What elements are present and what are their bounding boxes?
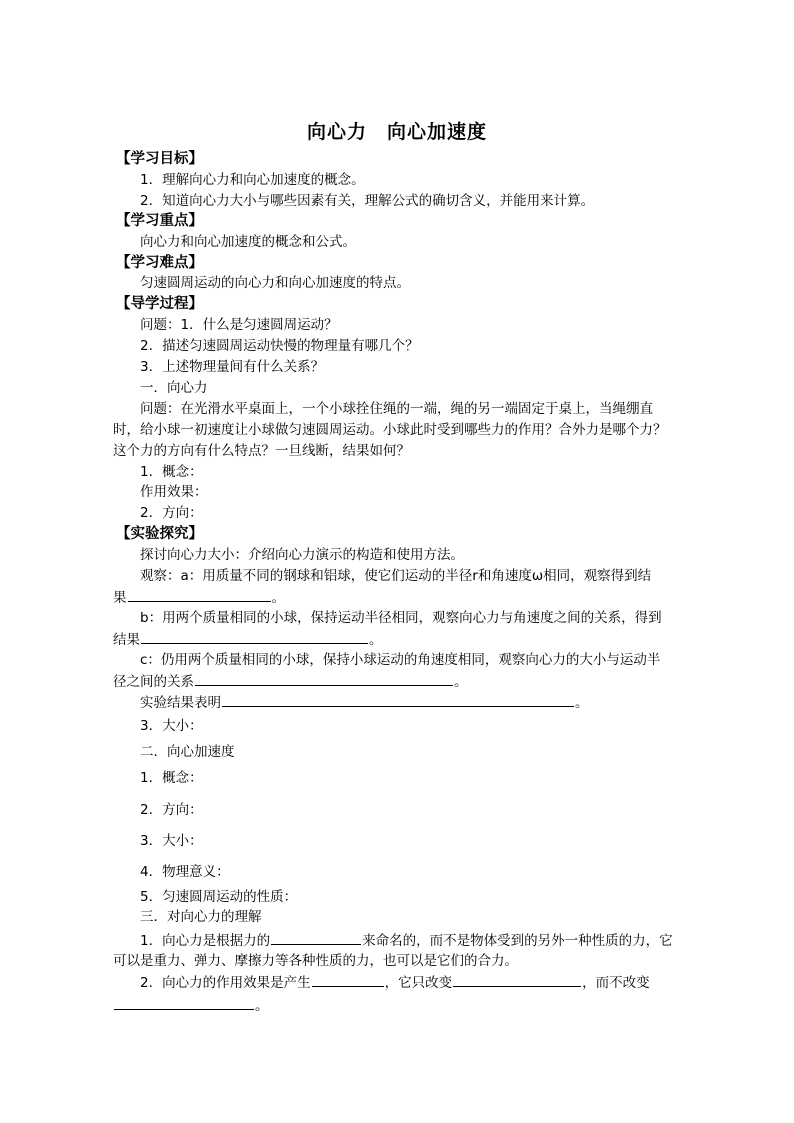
observation-c-result	[113, 671, 468, 692]
observation-c-line: c：仍用两个质量相同的小球，保持小球运动的角速度相同，观察向心力的大小与运动半	[140, 652, 661, 668]
observation-a-line: 观察：a：用质量不同的钢球和铝球，使它们运动的半径r和角速度ω相同，观察得到结	[140, 568, 652, 584]
understanding-line-4	[113, 995, 269, 1016]
goal-item: 1．理解向心力和向心加速度的概念。	[140, 172, 365, 188]
experiment-intro: 探讨向心力大小：介绍向心力演示的构造和使用方法。	[140, 547, 464, 563]
concept-label: 1．概念：	[140, 464, 203, 480]
accel-item: 1．概念：	[140, 770, 203, 786]
observation-b-line: b：用两个质量相同的小球，保持运动半径相同，观察向心力与角速度之间的关系，得到	[140, 610, 662, 626]
accel-item: 4．物理意义：	[140, 864, 230, 880]
question-2: 2．描述匀速圆周运动快慢的物理量有哪几个？	[140, 338, 419, 354]
effect-label: 作用效果：	[140, 484, 208, 500]
direction-label: 2．方向：	[140, 505, 203, 521]
period-mark: 。	[454, 674, 468, 690]
subsection-centripetal-force: 一．向心力	[140, 380, 208, 396]
answer-blank[interactable]	[312, 972, 384, 987]
understanding-line-3	[140, 972, 650, 993]
key-heading: 【学习重点】	[116, 213, 203, 229]
question-3: 3．上述物理量间有什么关系？	[140, 359, 325, 375]
paragraph-line: 这个力的方向有什么特点？一旦线断，结果如何？	[113, 443, 410, 459]
answer-blank[interactable]	[271, 930, 361, 945]
accel-item: 3．大小：	[140, 833, 203, 849]
subsection-understanding: 三．对向心力的理解	[140, 909, 262, 925]
period-mark: 。	[271, 590, 285, 606]
key-text: 向心力和向心加速度的概念和公式。	[140, 234, 356, 250]
process-heading: 【导学过程】	[116, 296, 203, 312]
experiment-result-prefix: 实验结果表明	[140, 695, 221, 711]
period-mark: 。	[369, 632, 383, 648]
understanding-line-2: 可以是重力、弹力、摩擦力等各种性质的力，也可以是它们的合力。	[113, 953, 518, 969]
period-mark: 。	[255, 998, 269, 1014]
period-mark: 。	[575, 695, 589, 711]
paragraph-line: 时，给小球一初速度让小球做匀速圆周运动。小球此时受到哪些力的作用？合外力是哪个力？	[113, 422, 667, 438]
answer-blank[interactable]	[141, 629, 368, 644]
experiment-result	[140, 692, 589, 713]
accel-item: 2．方向：	[140, 802, 203, 818]
difficult-heading: 【学习难点】	[116, 255, 203, 271]
line-3-suffix: ，而不改变	[582, 975, 650, 991]
answer-blank[interactable]	[114, 995, 254, 1010]
line-3-middle: ，它只改变	[384, 975, 453, 991]
line-3-prefix: 2．向心力的作用效果是产生	[140, 975, 311, 991]
observation-c-prefix: 径之间的关系	[113, 674, 194, 690]
answer-blank[interactable]	[222, 692, 574, 707]
question-1: 问题：1．什么是匀速圆周运动？	[140, 317, 338, 333]
answer-blank[interactable]	[195, 671, 453, 686]
accel-item: 5．匀速圆周运动的性质：	[140, 889, 298, 905]
page-title: 向心力 向心加速度	[306, 121, 487, 143]
goal-item: 2．知道向心力大小与哪些因素有关，理解公式的确切含义，并能用来计算。	[140, 193, 595, 209]
line-1-prefix: 1．向心力是根据力的	[140, 933, 271, 949]
paragraph-line: 问题：在光滑水平桌面上，一个小球拴住绳的一端，绳的另一端固定于桌上，当绳绷直	[140, 401, 653, 417]
subsection-centripetal-acceleration: 二．向心加速度	[140, 744, 235, 760]
observation-b-prefix: 结果	[113, 632, 140, 648]
difficult-text: 匀速圆周运动的向心力和向心加速度的特点。	[140, 275, 410, 291]
answer-blank[interactable]	[128, 587, 271, 602]
experiment-heading: 【实验探究】	[116, 526, 203, 542]
understanding-line-1	[140, 930, 673, 951]
observation-a-prefix: 果	[113, 590, 127, 606]
answer-blank[interactable]	[453, 972, 581, 987]
observation-b-result	[113, 629, 383, 650]
goals-heading: 【学习目标】	[116, 151, 203, 167]
line-1-suffix: 来命名的，而不是物体受到的另外一种性质的力，它	[362, 933, 673, 949]
observation-a-result	[113, 587, 285, 608]
size-label: 3．大小：	[140, 718, 203, 734]
